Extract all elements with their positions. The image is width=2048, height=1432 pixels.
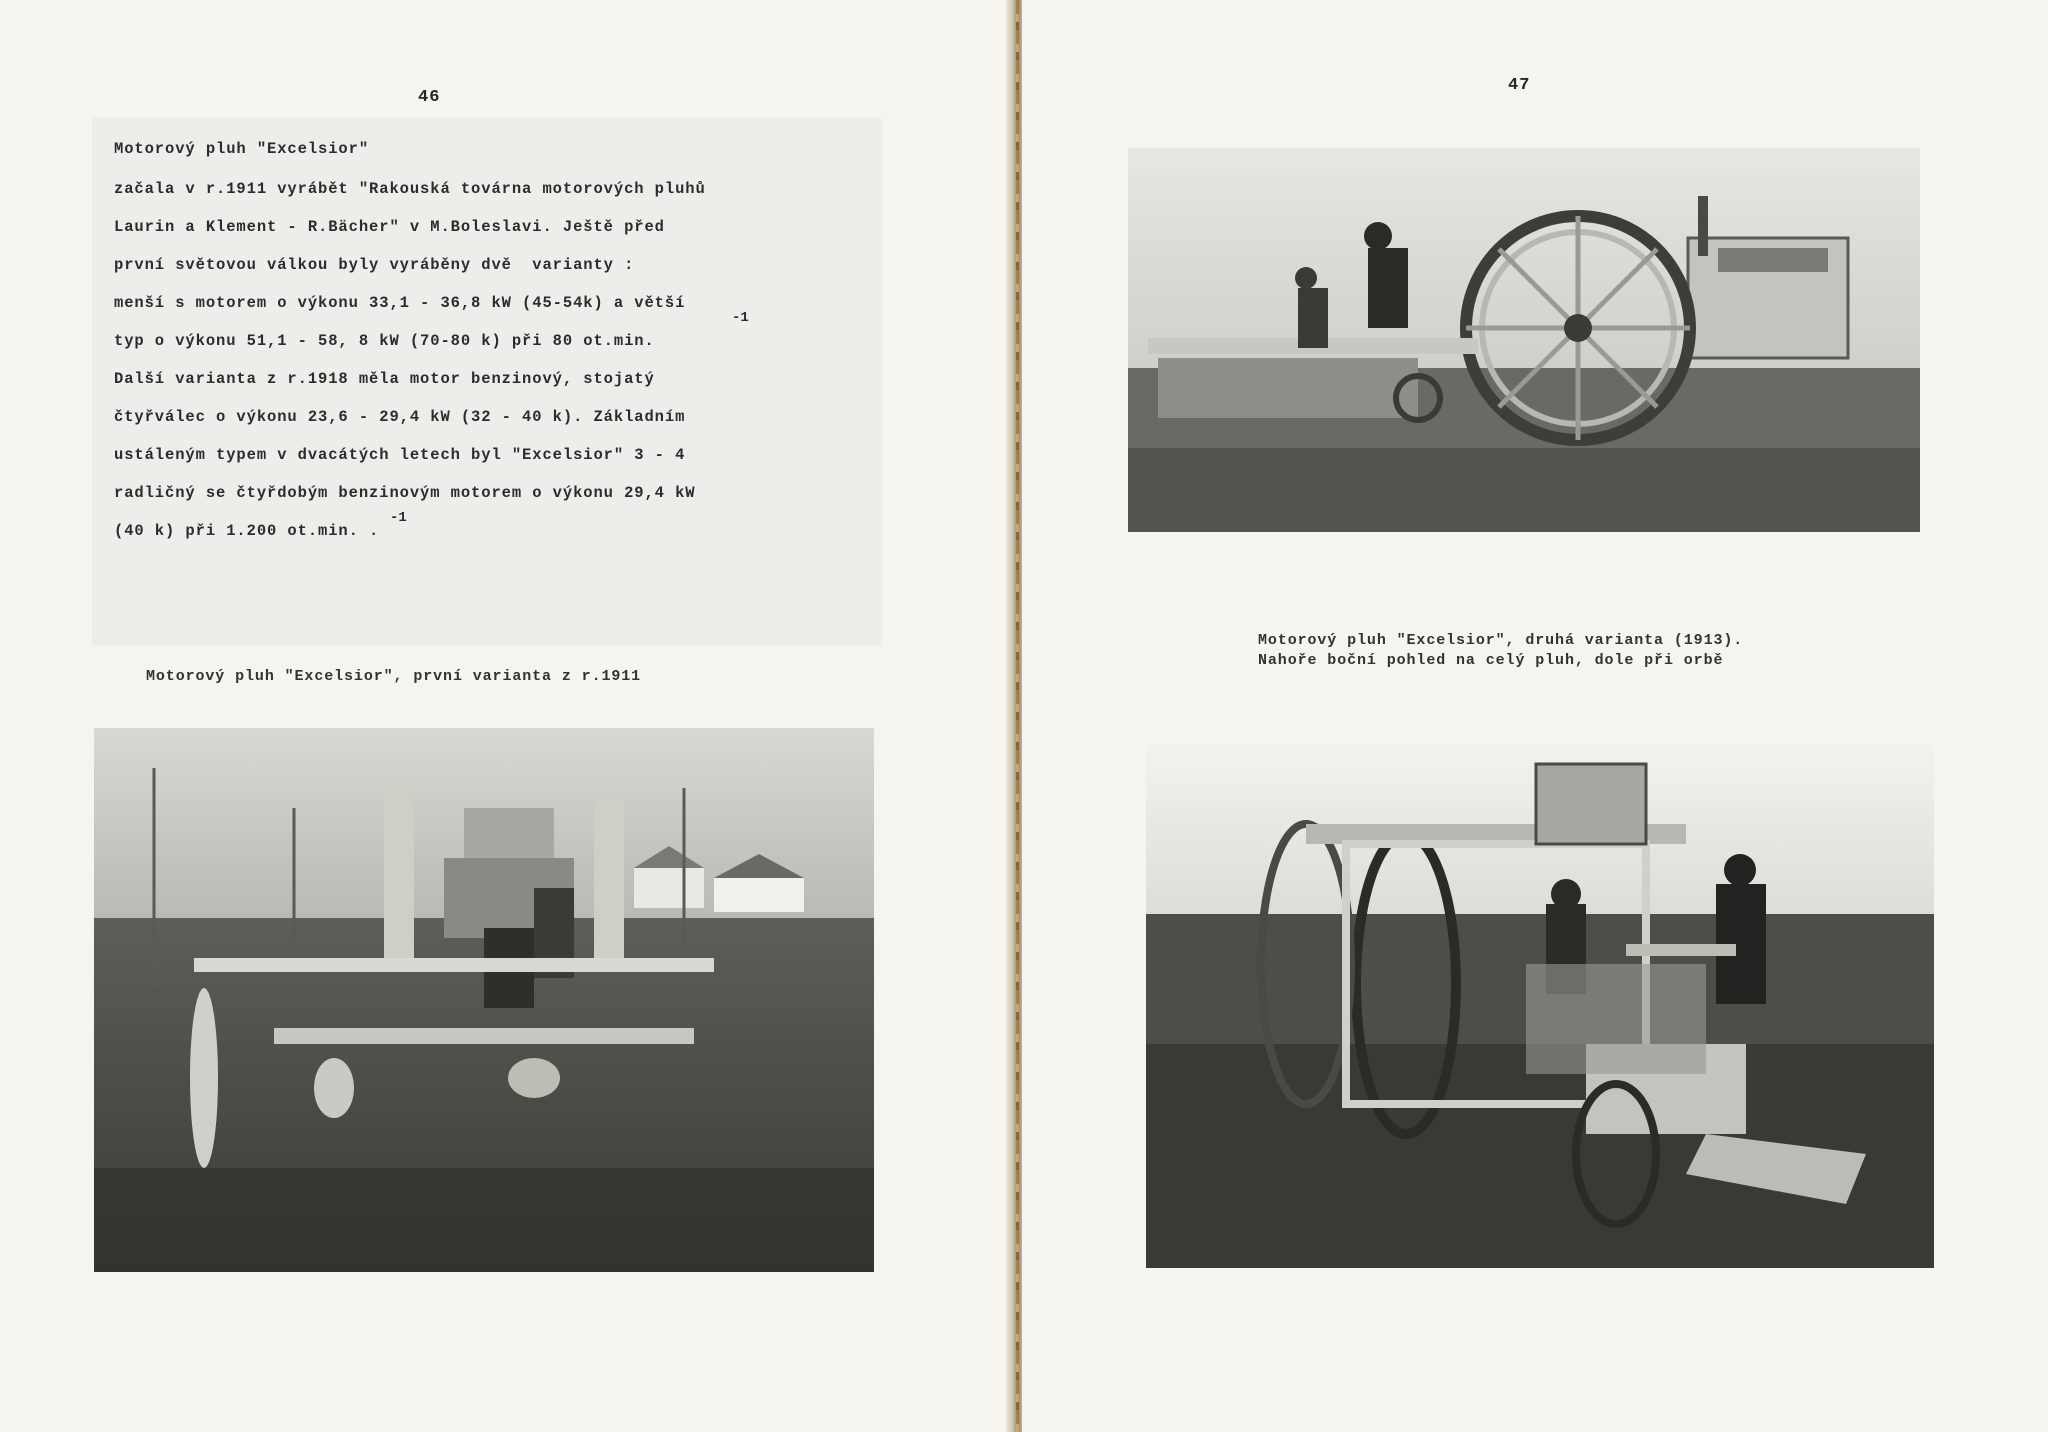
right-page <box>1022 0 2048 1432</box>
photo-plough-rear-view <box>94 728 874 1272</box>
text-line: (40 k) při 1.200 ot.min. . <box>114 522 380 540</box>
text-line: typ o výkonu 51,1 - 58, 8 kW (70-80 k) při 80 ot.min. <box>114 332 655 350</box>
photo-plough-ploughing <box>1146 744 1934 1268</box>
photo-caption: Motorový pluh "Excelsior", první varianta z r.1911 <box>146 668 642 685</box>
text-line: čtyřválec o výkonu 23,6 - 29,4 kW (32 - 40 k). Základním <box>114 408 686 426</box>
photo-caption-line1: Motorový pluh "Excelsior", druhá varianta (1913). <box>1258 632 1744 649</box>
text-line: začala v r.1911 vyrábět "Rakouská továrna motorových pluhů <box>114 180 706 198</box>
text-line: ustáleným typem v dvacátých letech byl "Excelsior" 3 - 4 <box>114 446 686 464</box>
text-block <box>92 118 882 646</box>
photo-plough-side-view <box>1128 148 1920 532</box>
left-page <box>0 0 1010 1432</box>
page-number: 47 <box>1508 76 1531 95</box>
text-line: menší s motorem o výkonu 33,1 - 36,8 kW (45-54k) a větší <box>114 294 686 312</box>
page-number: 46 <box>418 88 441 107</box>
photo-caption-line2: Nahoře boční pohled na celý pluh, dole při orbě <box>1258 652 1724 669</box>
text-line: Laurin a Klement - R.Bächer" v M.Boleslavi. Ještě před <box>114 218 665 236</box>
text-line: radličný se čtyřdobým benzinovým motorem o výkonu 29,4 kW <box>114 484 696 502</box>
superscript: -1 <box>390 510 407 526</box>
text-line: Motorový pluh "Excelsior" <box>114 140 370 158</box>
text-line: první světovou válkou byly vyráběny dvě varianty : <box>114 256 635 274</box>
text-line: Další varianta z r.1918 měla motor benzinový, stojatý <box>114 370 655 388</box>
superscript: -1 <box>732 310 749 326</box>
binding-thread <box>1016 0 1019 1432</box>
